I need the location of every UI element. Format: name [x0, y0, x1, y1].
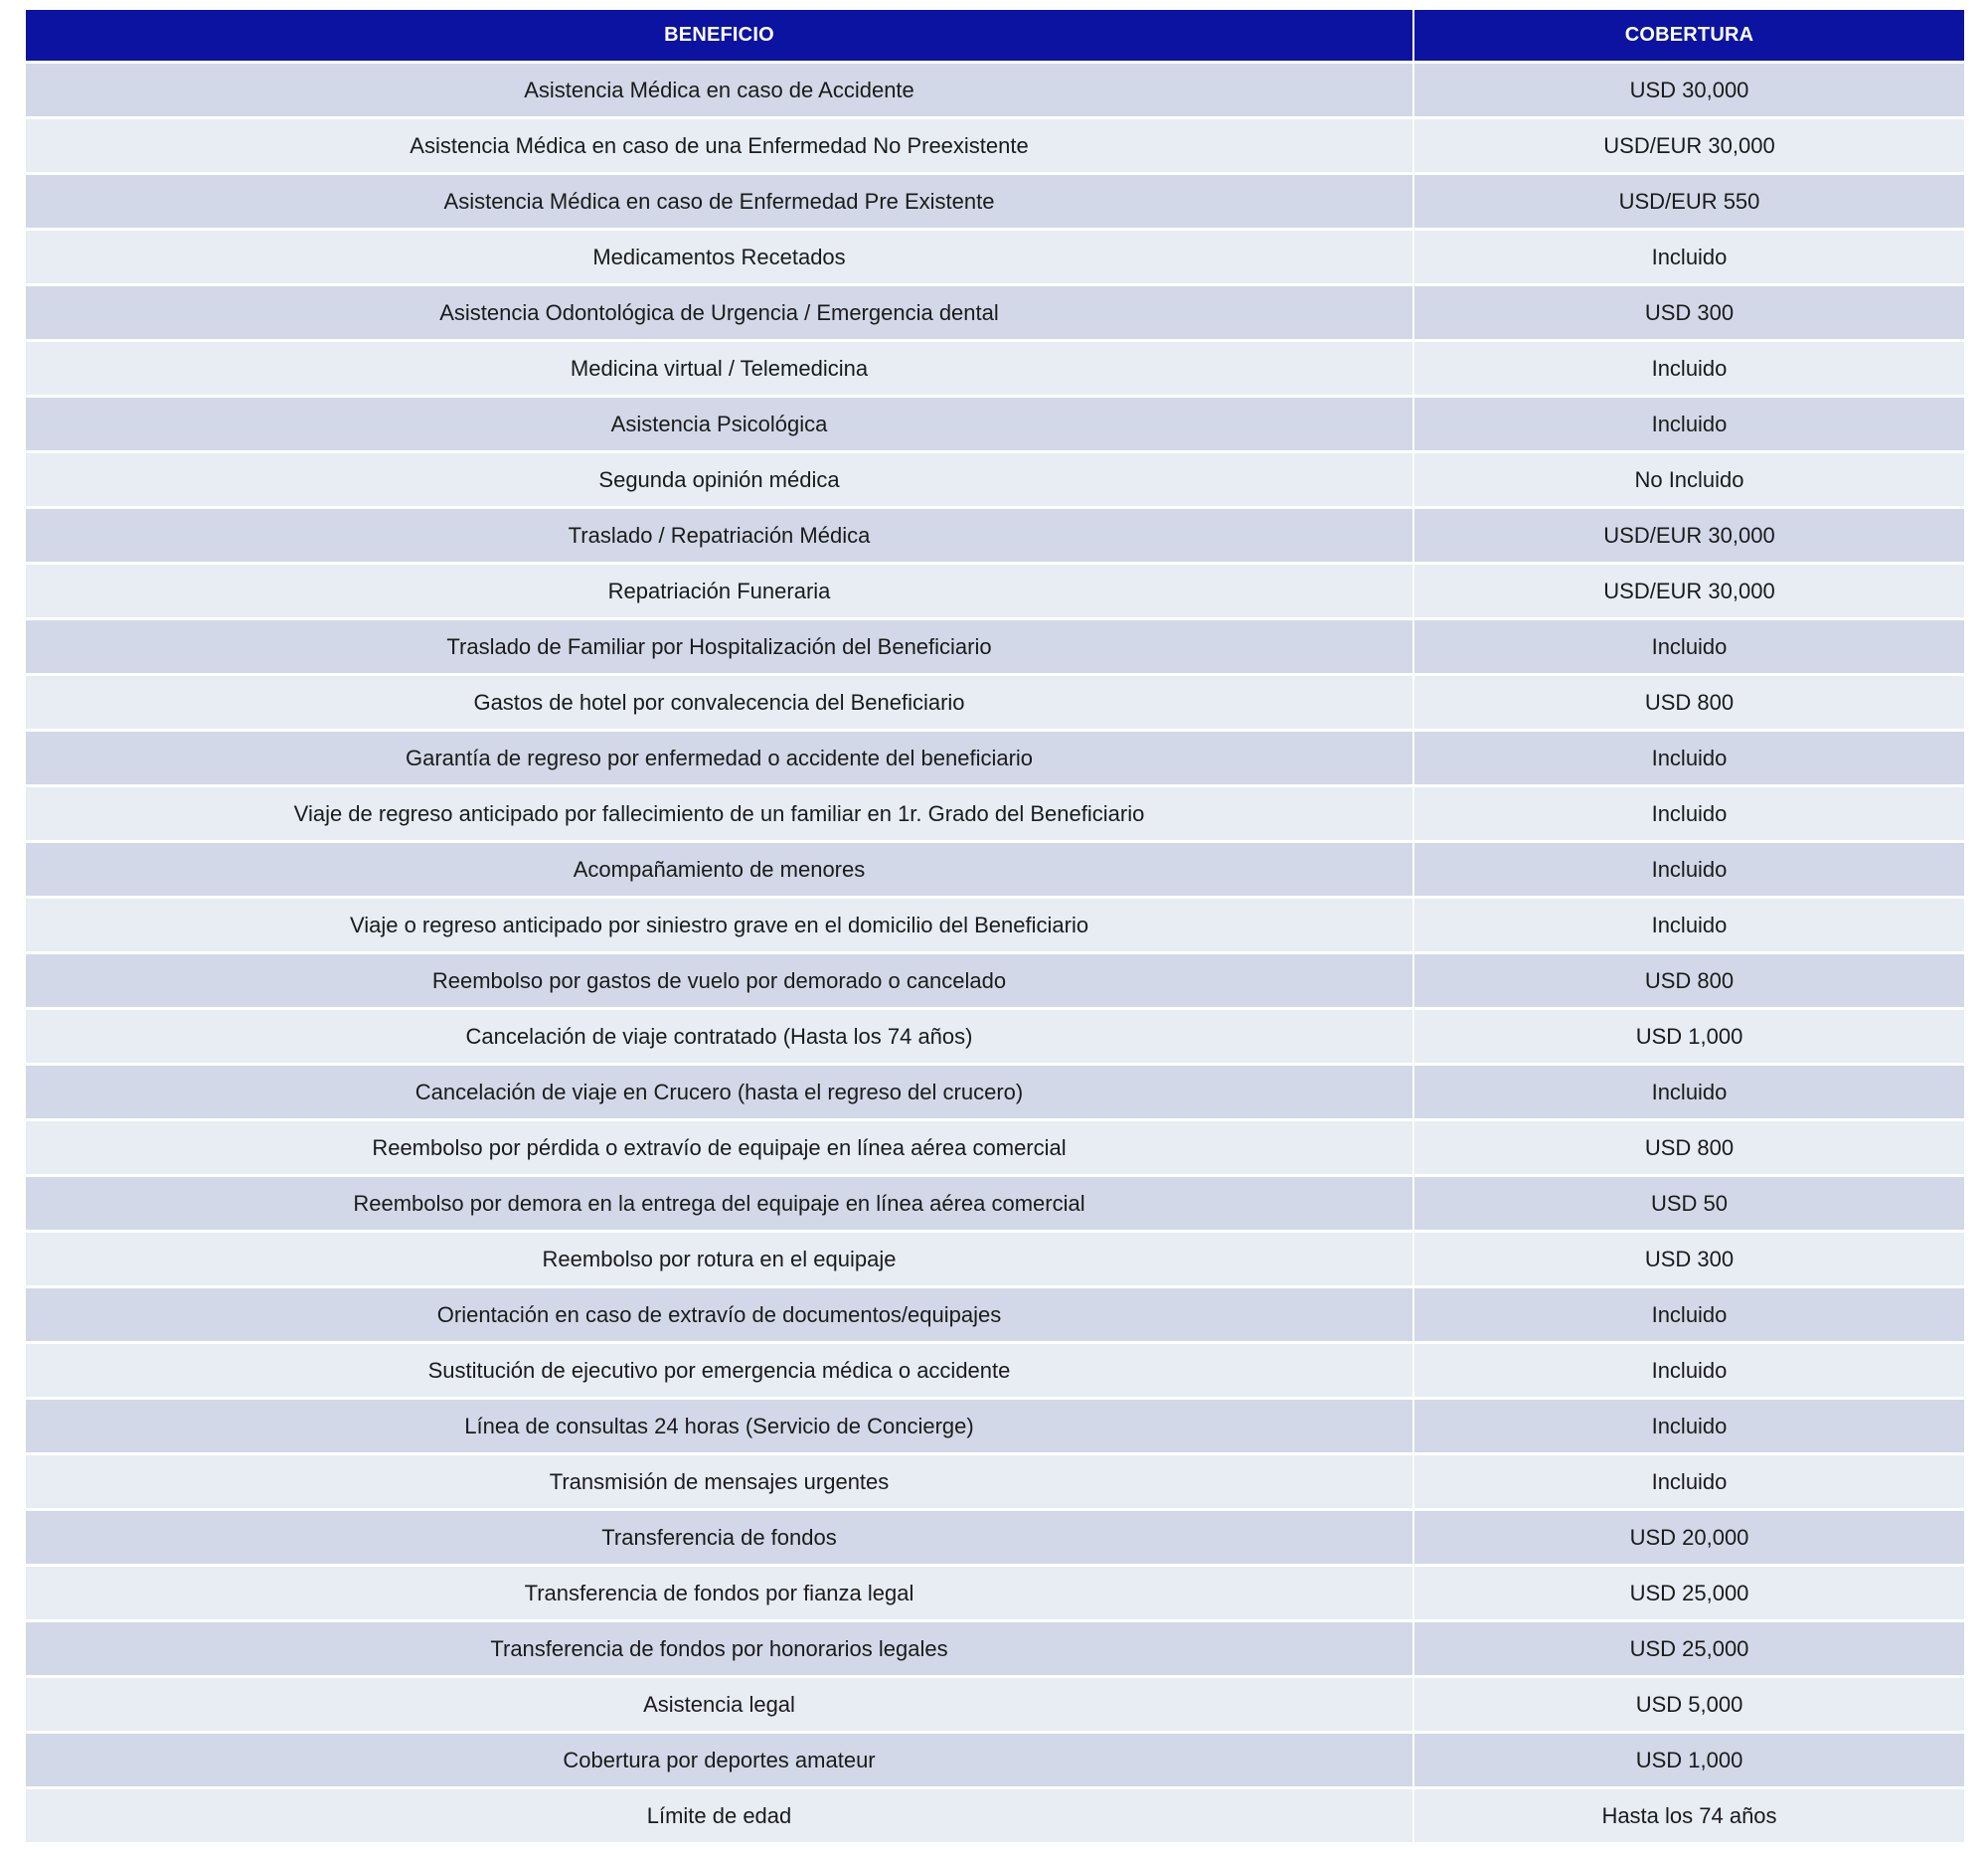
coverage-cell: USD 25,000 — [1413, 1566, 1964, 1621]
coverage-cell: USD 800 — [1413, 953, 1964, 1009]
benefit-cell: Sustitución de ejecutivo por emergencia médica o accidente — [26, 1343, 1413, 1399]
coverage-cell: Incluido — [1413, 1454, 1964, 1510]
coverage-cell: USD 800 — [1413, 675, 1964, 731]
table-row — [26, 174, 1964, 230]
coverage-cell: Incluido — [1413, 230, 1964, 285]
table-row — [26, 1733, 1964, 1788]
benefit-cell: Asistencia Médica en caso de Accidente — [26, 63, 1413, 118]
table-row — [26, 619, 1964, 675]
coverage-cell: No Incluido — [1413, 452, 1964, 508]
benefit-cell: Viaje o regreso anticipado por siniestro grave en el domicilio del Beneficiario — [26, 898, 1413, 953]
table-row — [26, 786, 1964, 842]
table-row — [26, 1120, 1964, 1176]
coverage-cell: Incluido — [1413, 1343, 1964, 1399]
table-header-row — [26, 10, 1964, 63]
benefit-cell: Cancelación de viaje contratado (Hasta los 74 años) — [26, 1009, 1413, 1065]
table-row — [26, 452, 1964, 508]
benefit-cell: Garantía de regreso por enfermedad o accidente del beneficiario — [26, 731, 1413, 786]
coverage-cell: USD 25,000 — [1413, 1621, 1964, 1677]
coverage-cell: Incluido — [1413, 898, 1964, 953]
benefit-cell: Medicamentos Recetados — [26, 230, 1413, 285]
coverage-cell: USD 50 — [1413, 1176, 1964, 1232]
coverage-cell: Incluido — [1413, 1399, 1964, 1454]
table-row — [26, 564, 1964, 619]
coverage-cell: USD 800 — [1413, 1120, 1964, 1176]
benefit-cell: Línea de consultas 24 horas (Servicio de Concierge) — [26, 1399, 1413, 1454]
benefit-cell: Orientación en caso de extravío de documentos/equipajes — [26, 1287, 1413, 1343]
coverage-cell: USD 30,000 — [1413, 63, 1964, 118]
header-beneficio: BENEFICIO — [26, 10, 1413, 63]
coverage-cell: USD 300 — [1413, 285, 1964, 341]
benefit-cell: Acompañamiento de menores — [26, 842, 1413, 898]
table-row — [26, 118, 1964, 174]
benefit-cell: Asistencia Psicológica — [26, 397, 1413, 452]
table-row — [26, 63, 1964, 118]
table-row — [26, 1677, 1964, 1733]
benefit-cell: Medicina virtual / Telemedicina — [26, 341, 1413, 397]
coverage-cell: USD/EUR 30,000 — [1413, 508, 1964, 564]
benefit-cell: Cancelación de viaje en Crucero (hasta el regreso del crucero) — [26, 1065, 1413, 1120]
benefit-cell: Asistencia Odontológica de Urgencia / Emergencia dental — [26, 285, 1413, 341]
table-row — [26, 285, 1964, 341]
coverage-cell: USD 5,000 — [1413, 1677, 1964, 1733]
table-row — [26, 1399, 1964, 1454]
coverage-cell: USD/EUR 30,000 — [1413, 118, 1964, 174]
benefit-cell: Gastos de hotel por convalecencia del Beneficiario — [26, 675, 1413, 731]
table-row — [26, 1788, 1964, 1844]
coverage-cell: USD/EUR 550 — [1413, 174, 1964, 230]
benefit-cell: Reembolso por demora en la entrega del equipaje en línea aérea comercial — [26, 1176, 1413, 1232]
coverage-cell: Incluido — [1413, 619, 1964, 675]
benefit-cell: Asistencia legal — [26, 1677, 1413, 1733]
table-row — [26, 953, 1964, 1009]
benefit-cell: Traslado / Repatriación Médica — [26, 508, 1413, 564]
benefit-cell: Reembolso por pérdida o extravío de equipaje en línea aérea comercial — [26, 1120, 1413, 1176]
coverage-cell: Incluido — [1413, 1287, 1964, 1343]
benefit-cell: Repatriación Funeraria — [26, 564, 1413, 619]
coverage-cell: USD 300 — [1413, 1232, 1964, 1287]
table-row — [26, 1009, 1964, 1065]
benefit-cell: Cobertura por deportes amateur — [26, 1733, 1413, 1788]
table-row — [26, 1510, 1964, 1566]
benefit-cell: Transferencia de fondos — [26, 1510, 1413, 1566]
table-row — [26, 508, 1964, 564]
coverage-cell: USD 1,000 — [1413, 1009, 1964, 1065]
table-row — [26, 898, 1964, 953]
coverage-cell: Incluido — [1413, 786, 1964, 842]
coverage-cell: USD/EUR 30,000 — [1413, 564, 1964, 619]
header-cobertura: COBERTURA — [1413, 10, 1964, 63]
table-row — [26, 675, 1964, 731]
coverage-cell: Incluido — [1413, 341, 1964, 397]
coverage-cell: USD 1,000 — [1413, 1733, 1964, 1788]
benefit-cell: Reembolso por rotura en el equipaje — [26, 1232, 1413, 1287]
table-row — [26, 397, 1964, 452]
benefit-cell: Segunda opinión médica — [26, 452, 1413, 508]
table-row — [26, 1065, 1964, 1120]
benefit-cell: Viaje de regreso anticipado por fallecimiento de un familiar en 1r. Grado del Beneficiario — [26, 786, 1413, 842]
coverage-cell: Incluido — [1413, 397, 1964, 452]
benefit-cell: Asistencia Médica en caso de una Enfermedad No Preexistente — [26, 118, 1413, 174]
table-row — [26, 230, 1964, 285]
benefit-cell: Reembolso por gastos de vuelo por demorado o cancelado — [26, 953, 1413, 1009]
coverage-cell: Incluido — [1413, 842, 1964, 898]
benefit-cell: Asistencia Médica en caso de Enfermedad Pre Existente — [26, 174, 1413, 230]
coverage-cell: Incluido — [1413, 1065, 1964, 1120]
coverage-cell: Hasta los 74 años — [1413, 1788, 1964, 1844]
benefit-cell: Traslado de Familiar por Hospitalización del Beneficiario — [26, 619, 1413, 675]
table-row — [26, 731, 1964, 786]
table-row — [26, 1566, 1964, 1621]
benefit-cell: Transmisión de mensajes urgentes — [26, 1454, 1413, 1510]
table-body — [26, 63, 1964, 1844]
table-row — [26, 1287, 1964, 1343]
table-row — [26, 1621, 1964, 1677]
benefit-cell: Transferencia de fondos por honorarios legales — [26, 1621, 1413, 1677]
benefit-cell: Transferencia de fondos por fianza legal — [26, 1566, 1413, 1621]
table-row — [26, 842, 1964, 898]
table-row — [26, 1176, 1964, 1232]
coverage-cell: USD 20,000 — [1413, 1510, 1964, 1566]
benefits-table-container — [26, 10, 1964, 1845]
table-row — [26, 1343, 1964, 1399]
coverage-cell: Incluido — [1413, 731, 1964, 786]
table-row — [26, 341, 1964, 397]
table-row — [26, 1232, 1964, 1287]
table-row — [26, 1454, 1964, 1510]
benefit-cell: Límite de edad — [26, 1788, 1413, 1844]
benefits-table — [26, 10, 1964, 1845]
